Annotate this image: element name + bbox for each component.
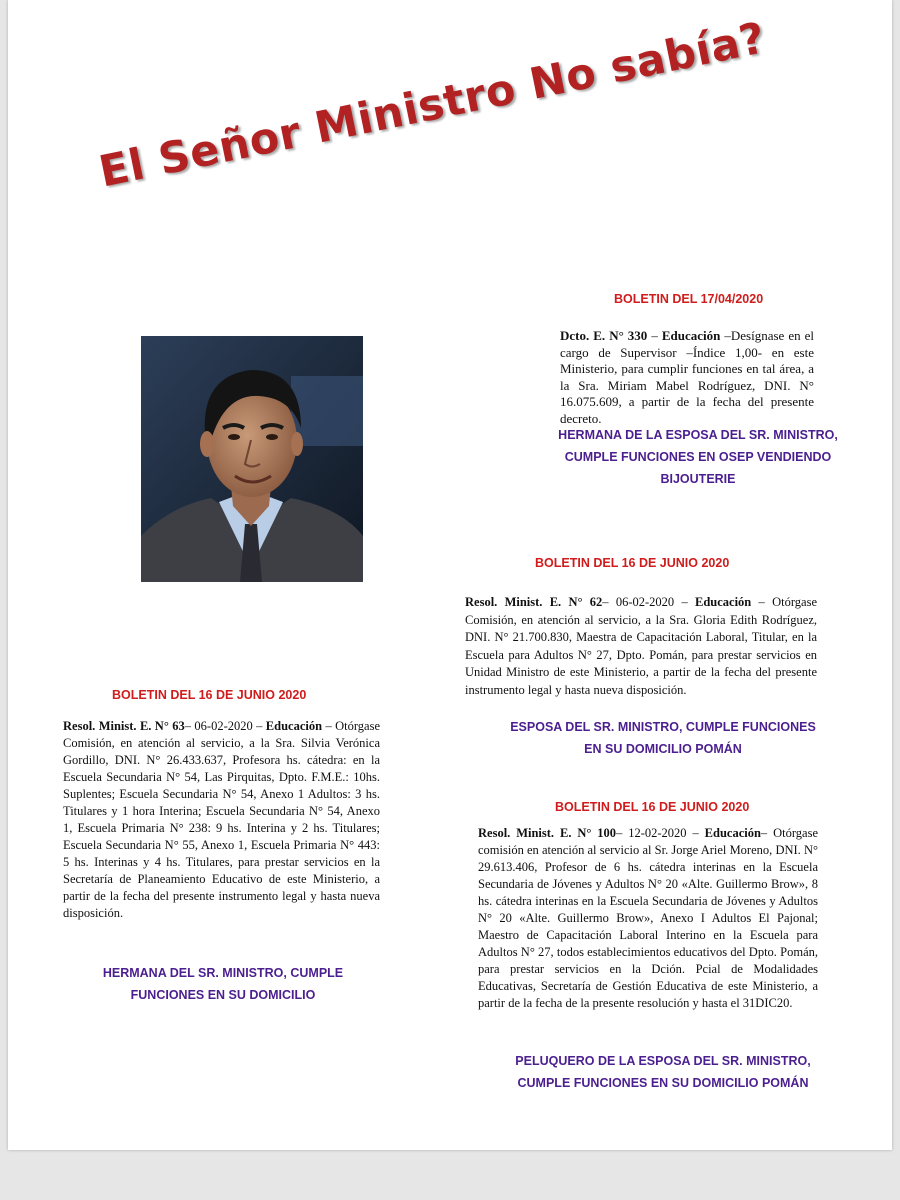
section-1-sep: –: [647, 328, 662, 343]
section-3-text: – Otórgase Comisión, en atención al servicio, a la Sra. Silvia Verónica Gordillo, DNI. N° 26.433.637, Profesora hs. cátedra: en la Escuela Secundaria N° 54, Las Pirquitas, Dpto. F.M.E.: 10hs. Suplentes; Escuela Secundaria N° 54, Anexo 1 Adultos: 3 hs. Titulares y 1 hora Interina; Escuela Secundaria N° 54, Anexo 1, Escuela Primaria N° 238: 9 hs. Interina y 2 hs. Titulares; Escuela Secundaria N° 55, Anexo 1, Escuela Primaria N° 443: 5 hs. Interinas y 4 hs. Titulares, para prestar servicios en la Secretaría de Planeamiento Educativo de este Ministerio, a partir de la fecha del presente instrumento legal y hasta nueva disposición.: [63, 719, 381, 920]
headline: El Señor Ministro No sabía?: [95, 13, 770, 198]
minister-photo: [141, 336, 363, 582]
document-page: [8, 0, 892, 1150]
section-3-note: HERMANA DEL SR. MINISTRO, CUMPLE FUNCIONES EN SU DOMICILIO: [102, 966, 344, 1002]
section-2-note: ESPOSA DEL SR. MINISTRO, CUMPLE FUNCIONES EN SU DOMICILIO POMÁN: [510, 720, 816, 756]
section-2-area: Educación: [695, 595, 752, 609]
section-3-ref: Resol. Minist. E. N° 63: [63, 719, 185, 733]
section-1-note: HERMANA DE LA ESPOSA DEL SR. MINISTRO, CUMPLE FUNCIONES EN OSEP VENDIENDO BIJOUTERIE: [558, 428, 838, 486]
section-1-date-label: BOLETIN DEL 17/04/2020: [614, 292, 764, 306]
section-1-area: Educación: [661, 328, 721, 343]
section-2-text: – Otórgase Comisión, en atención al servicio, a la Sra. Gloria Edith Rodríguez, DNI. N° 21.700.830, Maestra de Capacitación Laboral, Titular, en la Escuela para Adultos N° 27, Dpto. Pomán, para prestar servicios en Unidad Ministro de este Ministerio, a partir de la fecha del presente instrumento legal y hasta nueva disposición.: [465, 595, 817, 697]
section-3-date-label: BOLETIN DEL 16 DE JUNIO 2020: [112, 688, 307, 702]
section-2-date-label: BOLETIN DEL 16 DE JUNIO 2020: [535, 556, 730, 570]
section-2-sep: – 06-02-2020 –: [602, 595, 695, 609]
section-2-ref: Resol. Minist. E. N° 62: [465, 595, 603, 609]
portrait-image: [141, 336, 363, 582]
section-4-date-label: BOLETIN DEL 16 DE JUNIO 2020: [555, 800, 750, 814]
section-4-area: Educación: [704, 826, 761, 840]
section-4-sep: – 12-02-2020 –: [616, 826, 705, 840]
section-1-decree-text: [560, 328, 814, 427]
section-2-resolution-text: [465, 594, 817, 699]
section-4-text: – Otórgase comisión en atención al servicio al Sr. Jorge Ariel Moreno, DNI. N° 29.613.406, Profesor de 6 hs. cátedra interinas en la Escuela Secundaria de Jóvenes y Adultos N° 20 «Alte. Guillermo Brow», 8 hs. cátedra interinas en la Escuela Secundaria de Jóvenes y Adultos N° 20 «Alte. Guillermo Brow», Anexo I Adultos El Pajonal; Maestro de Capacitación Laboral Interino en la Escuela para Adultos N° 27, todos establecimientos educativos del Dpto. Pomán, para prestar servicios en la Dción. Pcial de Modalidades Educativas, Secretaría de Gestión Educativa de este Ministerio, a partir de la fecha de la presente resolución y hasta el 31DIC20.: [478, 826, 818, 1010]
section-1-text: –Desígnase en el cargo de Supervisor –Índice 1,00- en este Ministerio, para cumplir funciones en tal área, a la Sra. Miriam Mabel Rodríguez, DNI. N° 16.075.609, a partir de la fecha del presente decreto.: [560, 328, 815, 426]
section-3-sep: – 06-02-2020 –: [184, 719, 266, 733]
section-4-ref: Resol. Minist. E. N° 100: [478, 826, 617, 840]
section-3-resolution-text: [63, 718, 380, 922]
section-3-area: Educación: [265, 719, 323, 733]
section-1-ref: Dcto. E. N° 330: [560, 328, 648, 343]
section-4-resolution-text: [478, 825, 818, 1012]
section-4-note: PELUQUERO DE LA ESPOSA DEL SR. MINISTRO, CUMPLE FUNCIONES EN SU DOMICILIO POMÁN: [515, 1054, 811, 1090]
